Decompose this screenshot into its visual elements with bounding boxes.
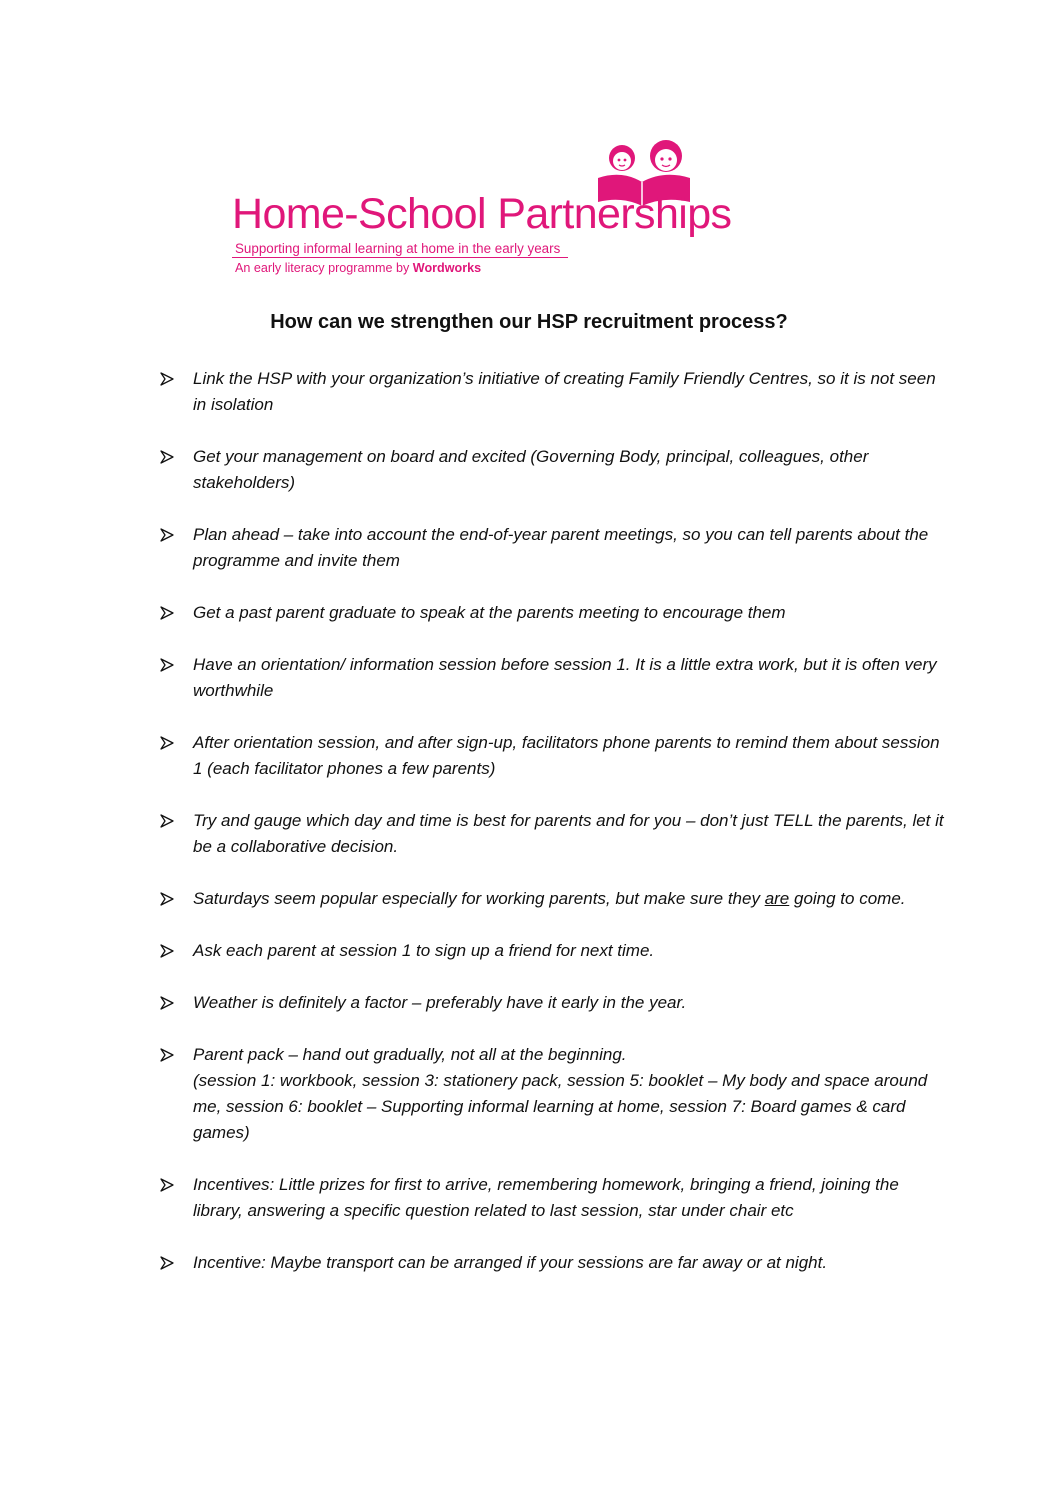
list-item-text [193, 889, 906, 908]
list-item [160, 990, 950, 1016]
page-title: How can we strengthen our HSP recruitment process? [270, 311, 788, 333]
list-item [160, 1042, 950, 1146]
arrowhead-bullet-icon [160, 892, 174, 906]
arrowhead-bullet-icon [160, 1256, 174, 1270]
list-item [160, 730, 950, 782]
list-item [160, 522, 950, 574]
byline-org: Wordworks [412, 261, 482, 275]
tips-list [160, 366, 950, 1302]
list-item-text: Get a past parent graduate to speak at the parents meeting to encourage them [193, 603, 786, 622]
list-item-text: Incentive: Maybe transport can be arranged if your sessions are far away or at night. [193, 1253, 828, 1272]
list-item [160, 1250, 950, 1276]
arrowhead-bullet-icon [160, 736, 174, 750]
list-item [160, 652, 950, 704]
list-item-text-line-2: (session 1: workbook, session 3: stationery pack, session 5: booklet – My body and space around me, session 6: booklet – Supporting informal learning at home, session 7: Board games & card games) [193, 1071, 928, 1142]
list-item-text: Incentives: Little prizes for first to arrive, remembering homework, bringing a friend, joining the library, answering a specific question related to last session, star under chair etc [193, 1175, 899, 1220]
arrowhead-bullet-icon [160, 814, 174, 828]
arrowhead-bullet-icon [160, 1048, 174, 1062]
list-item [160, 938, 950, 964]
arrowhead-bullet-icon [160, 996, 174, 1010]
emphasis-underline: are [764, 889, 790, 908]
list-item-text: Have an orientation/ information session before session 1. It is a little extra work, but it is often very worthwhile [193, 655, 937, 700]
list-item-text-line-1: Parent pack – hand out gradually, not all at the beginning. [193, 1045, 627, 1064]
list-item [160, 366, 950, 418]
list-item [160, 600, 950, 626]
arrowhead-bullet-icon [160, 606, 174, 620]
arrowhead-bullet-icon [160, 450, 174, 464]
logo-divider [232, 257, 568, 258]
list-item [160, 808, 950, 860]
list-item-text: Link the HSP with your organization’s initiative of creating Family Friendly Centres, so it is not seen in isolation [193, 369, 936, 414]
list-item-text: Get your management on board and excited (Governing Body, principal, colleagues, other stakeholders) [193, 447, 869, 492]
list-item [160, 1172, 950, 1224]
hsp-logo [232, 140, 772, 280]
list-item [160, 444, 950, 496]
list-item-text: Try and gauge which day and time is best for parents and for you – don’t just TELL the parents, let it be a collaborative decision. [193, 811, 944, 856]
arrowhead-bullet-icon [160, 372, 174, 386]
arrowhead-bullet-icon [160, 528, 174, 542]
logo-byline [235, 260, 481, 276]
byline-prefix: An early literacy programme by [235, 261, 413, 275]
list-item [160, 886, 950, 912]
logo-title: Home-School Partnerships [232, 190, 732, 238]
list-item-text: Weather is definitely a factor – preferably have it early in the year. [193, 993, 687, 1012]
list-item-text-before: Saturdays seem popular especially for working parents, but make sure they [193, 889, 765, 908]
arrowhead-bullet-icon [160, 658, 174, 672]
list-item-text-after: going to come. [789, 889, 906, 908]
list-item-text: Ask each parent at session 1 to sign up a friend for next time. [193, 941, 655, 960]
list-item-text: After orientation session, and after sign-up, facilitators phone parents to remind them about session 1 (each facilitator phones a few parents) [193, 733, 940, 778]
logo-tagline: Supporting informal learning at home in the early years [235, 241, 561, 256]
arrowhead-bullet-icon [160, 1178, 174, 1192]
arrowhead-bullet-icon [160, 944, 174, 958]
list-item-text: Plan ahead – take into account the end-of-year parent meetings, so you can tell parents about the programme and invite them [193, 525, 929, 570]
